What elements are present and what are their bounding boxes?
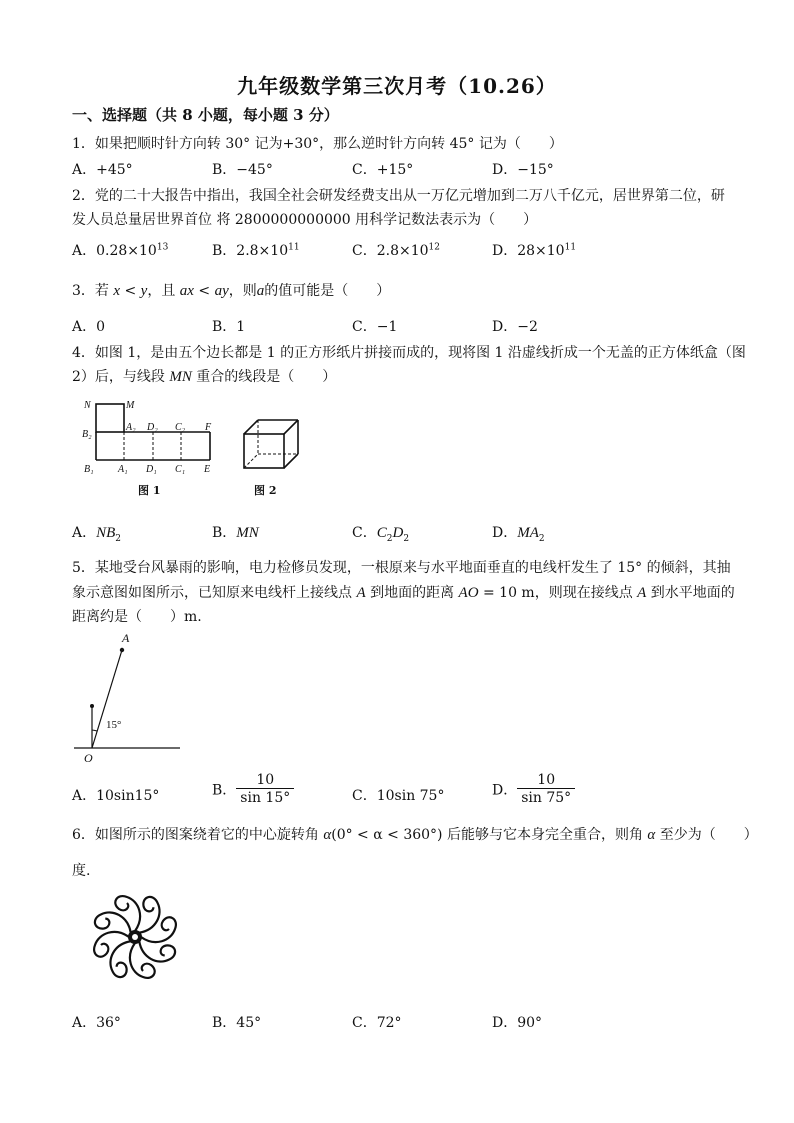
question-5-stem-line-2: 象示意图如图所示，已知原来电线杆上接线点 A 到地面的距离 AO = 10 m，则现在接线点 A 到水平地面的	[72, 585, 735, 601]
q2-option-d: D．$28\times 10^{11}$	[492, 242, 577, 259]
figure-1-net	[80, 396, 220, 502]
label-a2: A₂	[126, 422, 136, 433]
q6-option-a: A．36°	[72, 1015, 121, 1031]
q6-option-d: D．90°	[492, 1015, 543, 1031]
q4-option-d: D．$MA_2$	[492, 525, 545, 544]
question-4-stem-line-1: 4．如图 1，是由五个边长都是 1 的正方形纸片拼接而成的，现将图 1 沿虚线折成一个无盖的正方体纸盒（图	[72, 345, 746, 361]
label-a1: A₁	[118, 464, 128, 475]
q3-option-b: B．1	[212, 319, 246, 335]
label-b1: B₁	[84, 464, 94, 475]
label-b2: B₂	[82, 429, 92, 440]
section-heading: 一、选择题（共 8 小题，每小题 3 分）	[72, 106, 339, 124]
point-o-label: O	[84, 751, 93, 765]
question-4-stem-line-2: 2）后，与线段 MN 重合的线段是（ ）	[72, 369, 337, 385]
q1-option-d: D．−15°	[492, 162, 554, 178]
page-title: 九年级数学第三次月考（10.26）	[237, 74, 557, 98]
label-f: F	[205, 422, 212, 433]
q5-option-a: A．10sin15°	[72, 788, 160, 804]
q2-option-a: A．$0.28\times 10^{13}$	[72, 242, 169, 259]
q3-option-d: D．−2	[492, 319, 538, 335]
question-1-stem: 1．如果把顺时针方向转 30° 记为+30°，那么逆时针方向转 45° 记为（ ）	[72, 136, 563, 152]
q1-option-c: C．+15°	[352, 162, 414, 178]
q6-option-b: B．45°	[212, 1015, 262, 1031]
q6-option-c: C．72°	[352, 1015, 402, 1031]
q4-option-b: B．MN	[212, 525, 259, 541]
q3-option-a: A．0	[72, 319, 106, 335]
question-2-stem-line-1: 2．党的二十大报告中指出，我国全社会研发经费支出从一万亿元增加到二万八千亿元，居世界第二位，研	[72, 188, 725, 204]
label-m: M	[126, 400, 135, 411]
q5-option-b: B． $\frac{10}{\sin 15^\circ}$	[212, 772, 294, 807]
figure-pole-tilt	[72, 630, 184, 768]
figure-2-cube	[240, 412, 304, 498]
q4-option-a: A．$NB_2$	[72, 525, 122, 544]
question-3-stem: 3．若 x < y，且 ax < ay，则a的值可能是（ ）	[72, 283, 391, 299]
question-6-stem-line-2: 度.	[72, 863, 91, 879]
question-5-stem-line-3: 距离约是（ ）m.	[72, 609, 202, 625]
label-d2: D₂	[147, 422, 158, 433]
question-5-stem-line-1: 5．某地受台风暴雨的影响，电力检修员发现，一根原来与水平地面垂直的电线杆发生了 15° 的倾斜，其抽	[72, 560, 731, 576]
figure-2-caption: 图 2	[254, 484, 277, 497]
label-d1: D₁	[146, 464, 157, 475]
label-c2: C₂	[175, 422, 186, 433]
q2-option-c: C．$2.8\times 10^{12}$	[352, 242, 440, 259]
label-e: E	[204, 464, 211, 475]
label-c1: C₁	[175, 464, 186, 475]
q5-option-c: C．10sin 75°	[352, 788, 445, 804]
q1-option-a: A．+45°	[72, 162, 133, 178]
q3-option-c: C．−1	[352, 319, 398, 335]
figure-1-caption: 图 1	[138, 484, 161, 497]
question-2-stem-line-2: 发人员总量居世界首位 将 2800000000000 用科学记数法表示为（ ）	[72, 212, 538, 228]
rotational-pattern-image	[78, 884, 192, 990]
angle-label: 15°	[106, 719, 122, 731]
label-n: N	[84, 400, 91, 411]
q4-option-c: C．$C_2D_2$	[352, 525, 410, 544]
question-6-stem-line-1: 6．如图所示的图案绕着它的中心旋转角 α(0° < α < 360°) 后能够与它本身完全重合，则角 α 至少为（ ）	[72, 827, 758, 843]
q2-option-b: B．$2.8\times 10^{11}$	[212, 242, 300, 259]
q5-option-d: D． $\frac{10}{\sin 75^\circ}$	[492, 772, 575, 807]
point-a-label: A	[122, 631, 130, 645]
q1-option-b: B．−45°	[212, 162, 273, 178]
